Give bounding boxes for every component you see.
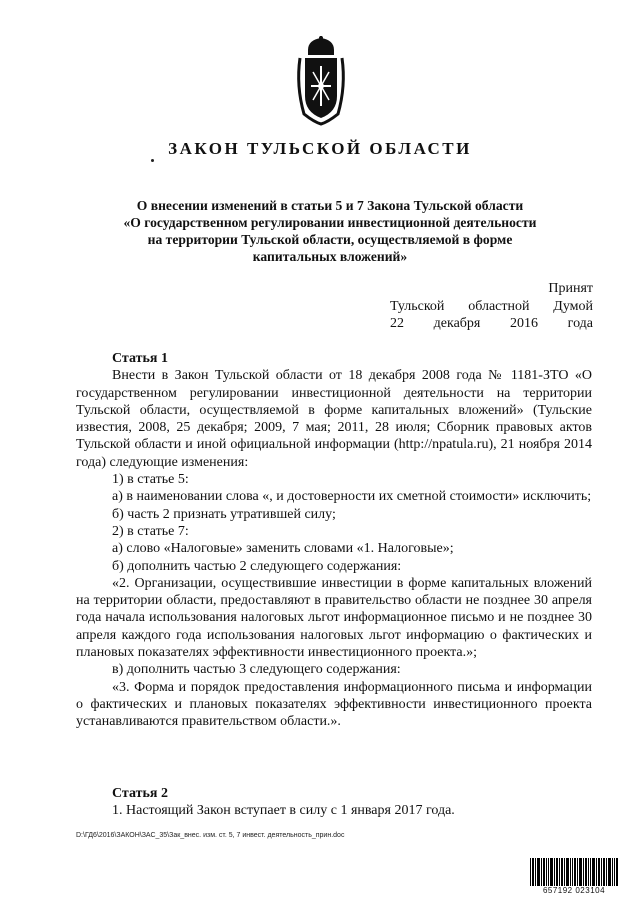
subject-line: капитальных вложений» [252, 249, 408, 264]
article-paragraph: 1. Настоящий Закон вступает в силу с 1 января 2017 года. [112, 803, 455, 819]
file-path: D:\ГД6\2016\ЗАКОН\ЗАС_35\Зак_внес. изм. ст. 5, 7 инвест. деятельность_прин.doc [76, 832, 345, 839]
article-paragraph: а) слово «Налоговые» заменить словами «1. Налоговые»; [112, 541, 454, 557]
article-paragraph: «3. Форма и порядок предоставления информационного письма и информации о фактических и плановых показателях эффективности инвестиционного проекта устанавливаются правительством области.». [76, 679, 592, 730]
adopted-by: Тульской областной Думой [390, 298, 593, 314]
subject-line: на территории Тульской области, осуществляемой в форме [147, 232, 513, 247]
article-paragraph: 2) в статье 7: [112, 523, 189, 539]
article-paragraph: б) дополнить частью 2 следующего содержания: [112, 558, 402, 574]
article-paragraph: б) часть 2 признать утратившей силу; [112, 506, 336, 522]
subject-line: О внесении изменений в статьи 5 и 7 Закона Тульской области [136, 198, 524, 213]
article-1 [76, 350, 592, 731]
article-2 [76, 785, 592, 820]
scan-dot [151, 159, 154, 162]
adopted-date: 22 декабря 2016 года [390, 316, 593, 331]
subject-line: «О государственном регулировании инвестиционной деятельности [123, 215, 537, 230]
barcode-number: 657192 023104 [530, 886, 618, 895]
article-paragraph: 1) в статье 5: [112, 472, 189, 488]
article-paragraph: Внести в Закон Тульской области от 18 декабря 2008 года № 1181-ЗТО «О государственном регулировании инвестиционной деятельности на территории Тульской области, осуществляемой в форме капитальных вложений» (Тульские известия, 2008, 25 декабря; 2009, 7 мая; 2011, 28 июля; Сборник правовых актов Тульской области и иной официальной информации (http://npatula.ru), 21 ноября 2014 года) следующие изменения: [76, 368, 592, 470]
law-title: ЗАКОН ТУЛЬСКОЙ ОБЛАСТИ [168, 139, 472, 158]
adopted-label: Принят [548, 281, 593, 296]
article-paragraph: а) в наименовании слова «, и достоверности их сметной стоимости» исключить; [112, 489, 592, 505]
article-paragraph: «2. Организации, осуществившие инвестиции в форме капитальных вложений на территории области, предоставляют в правительство области не позднее 30 апреля года начала использования налоговых льгот информационное письмо и не позднее 30 апреля каждого года использования налоговых льгот информацию о фактических и плановых показателях эффективности инвестиционного проекта.»; [76, 575, 592, 661]
tula-coat-of-arms-icon [294, 36, 348, 126]
adoption-block [390, 280, 593, 333]
law-subject [80, 197, 580, 265]
article-heading: Статья 1 [112, 351, 168, 366]
article-paragraph: в) дополнить частью 3 следующего содержания: [112, 662, 401, 678]
article-heading: Статья 2 [112, 786, 168, 801]
